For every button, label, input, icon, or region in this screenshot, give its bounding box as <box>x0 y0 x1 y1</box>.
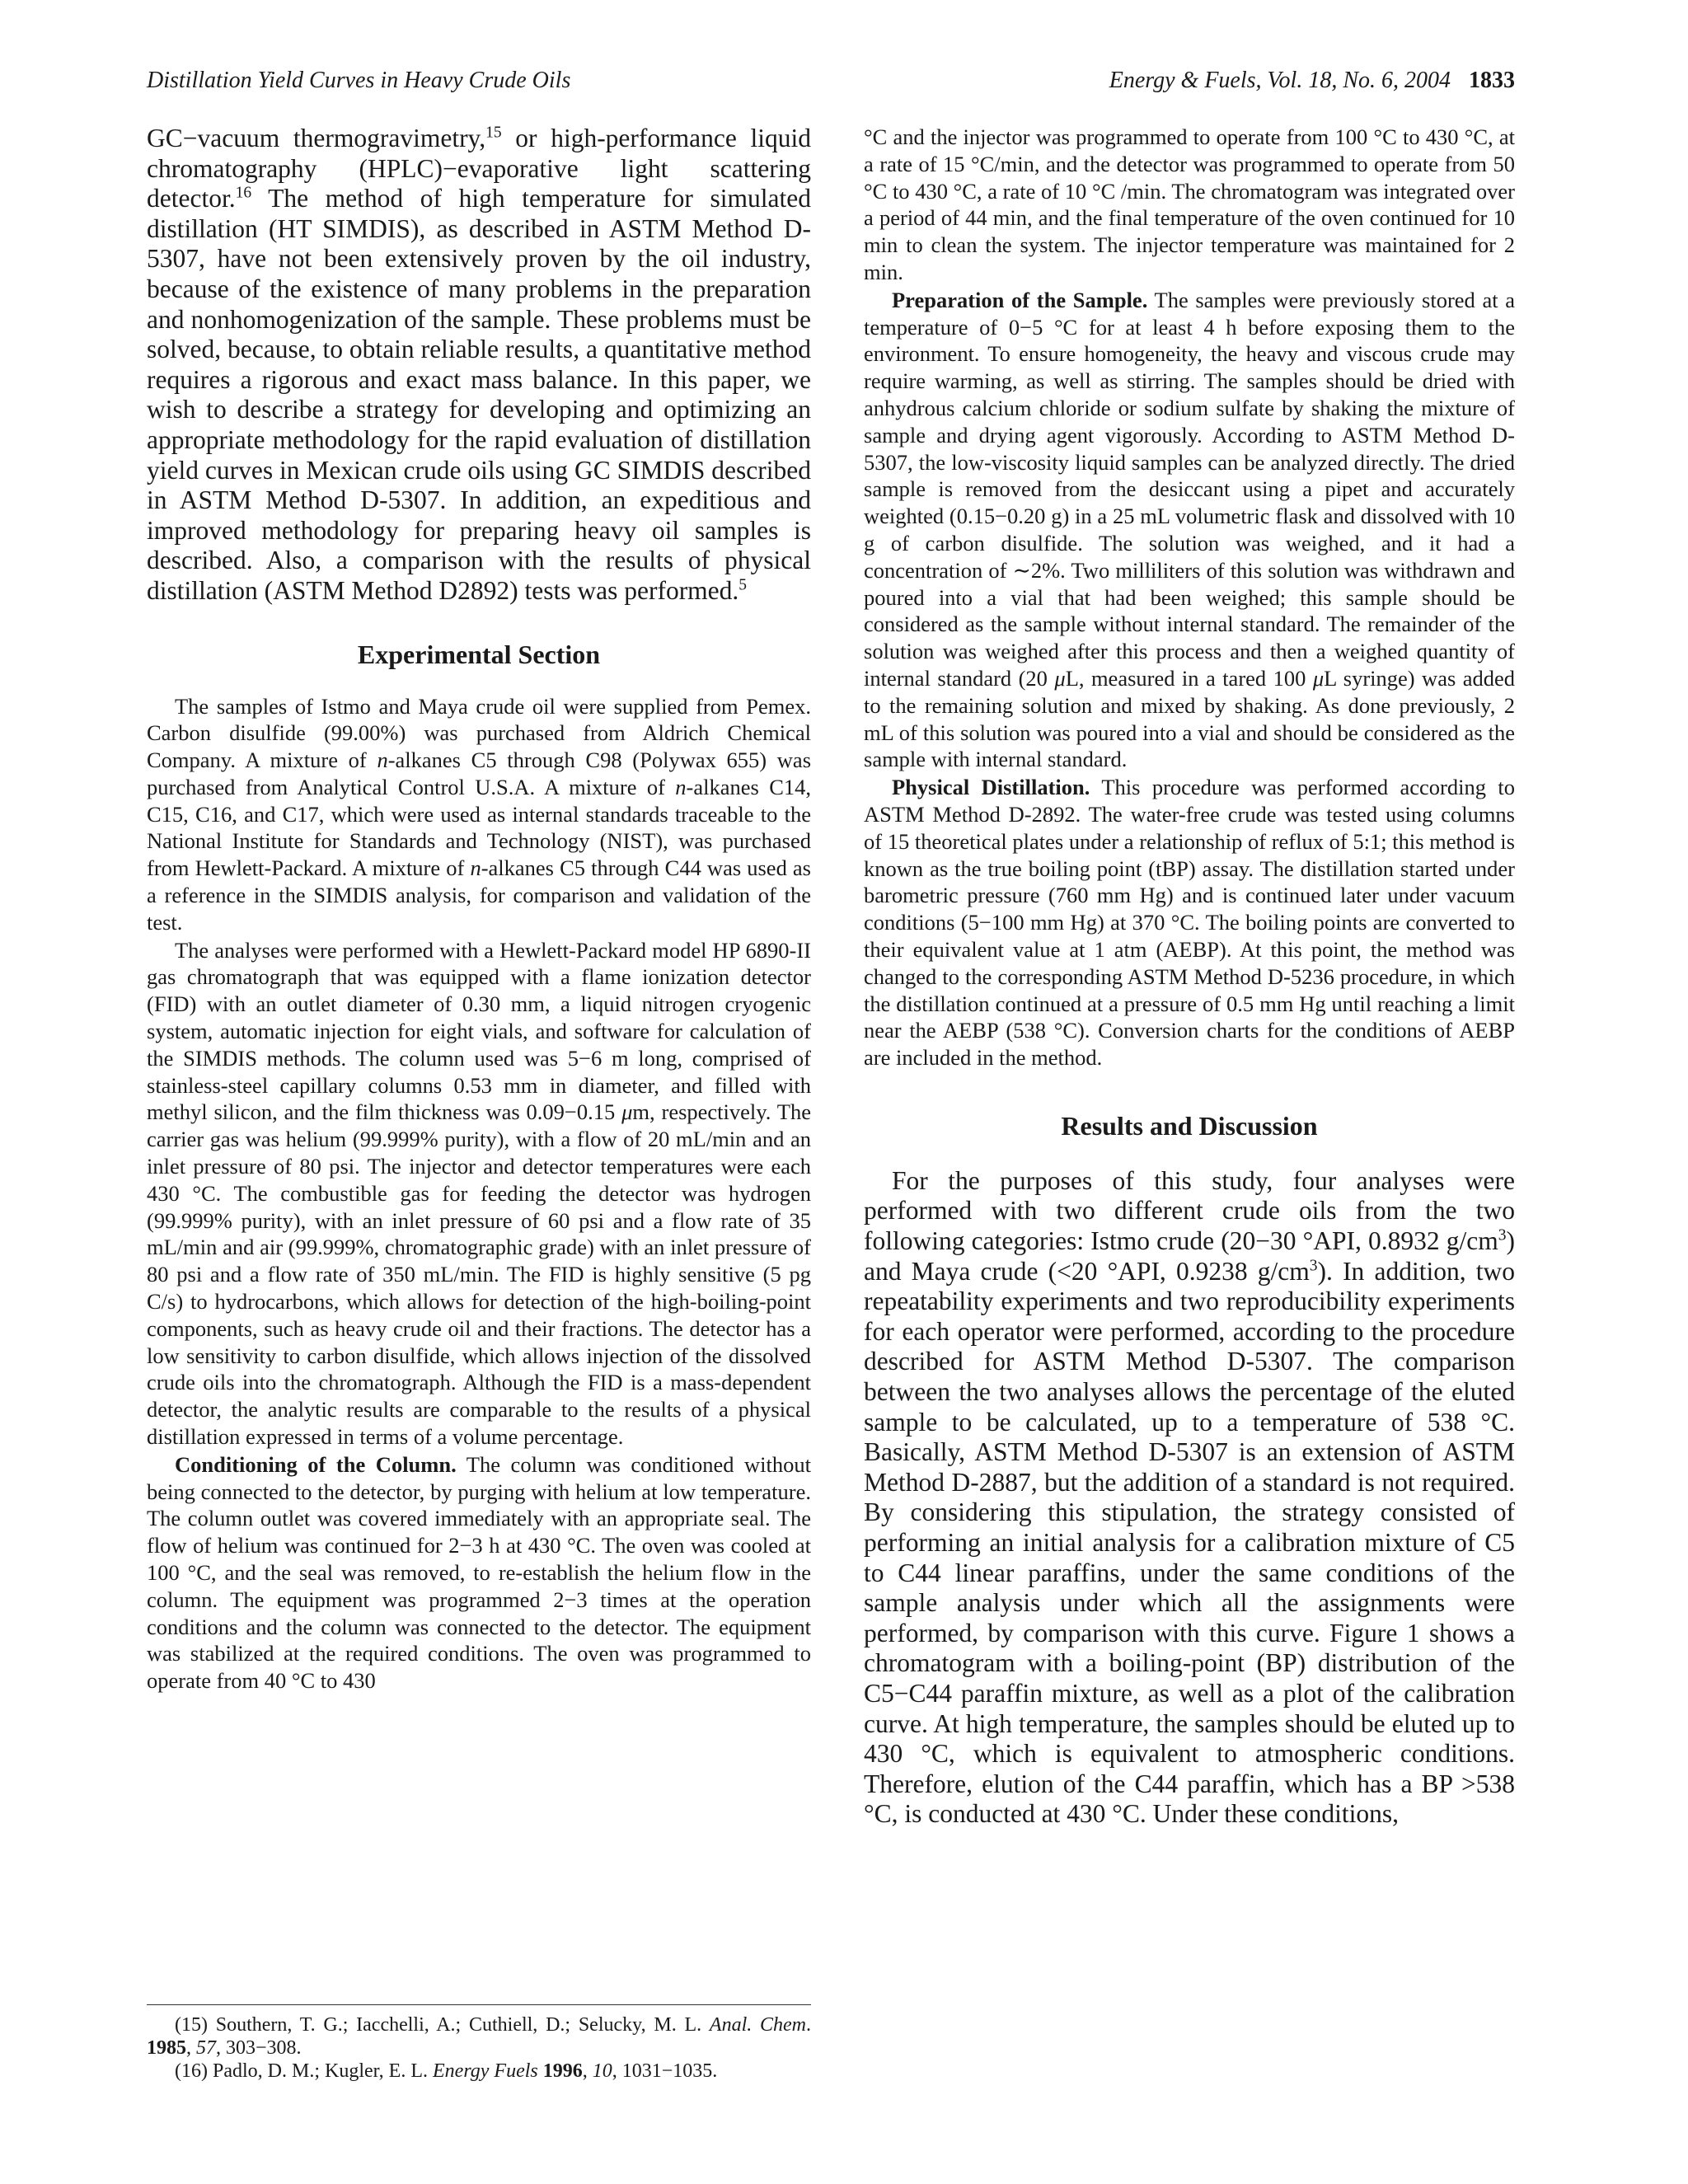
fn16-volume: 10 <box>592 2060 612 2082</box>
italic-n: n <box>675 774 687 799</box>
physical-distillation-paragraph <box>864 774 1515 1071</box>
conditioning-paragraph <box>147 1451 811 1694</box>
running-title: Distillation Yield Curves in Heavy Crude Oils <box>147 68 571 93</box>
fn15-year: 1985 <box>147 2037 186 2059</box>
fn15-journal: Anal. Chem <box>709 2014 806 2036</box>
samples-text-d: -alkanes C5 through C44 was used as a reference in the SIMDIS analysis, for comparison and validation of the test. <box>147 855 811 935</box>
preparation-heading: Preparation of the Sample. <box>892 287 1148 312</box>
running-header <box>147 68 1515 104</box>
fn16-journal: Energy Fuels <box>433 2060 538 2082</box>
fn15-sep: . <box>806 2014 811 2036</box>
footnote-15 <box>147 2013 811 2060</box>
superscript-3: 3 <box>1309 1257 1318 1275</box>
fn16-pages: , 1031−1035. <box>612 2060 718 2082</box>
journal-citation <box>1109 68 1515 94</box>
fn15-authors: (15) Southern, T. G.; Iacchelli, A.; Cuthiell, D.; Selucky, M. L. <box>175 2014 710 2036</box>
fn15-volume: 57 <box>196 2037 216 2059</box>
results-text-a: For the purposes of this study, four analyses were performed with two different crude oils from the two following categories: Istmo crude (20−30 °API, 0.8932 g/cm <box>864 1165 1515 1256</box>
footnote-16 <box>147 2060 811 2083</box>
physical-distillation-heading: Physical Distillation. <box>892 775 1090 800</box>
fn16-authors: (16) Padlo, D. M.; Kugler, E. L. <box>175 2060 433 2082</box>
fn16-sep2: , <box>582 2060 593 2082</box>
italic-mu: μ <box>1312 665 1325 691</box>
analyses-text-a: The analyses were performed with a Hewlett-Packard model HP 6890-II gas chromatograph that was equipped with a flame ionization detector (FID) with an outlet diameter of 0.30 mm, a liquid nitrogen cryogenic system, automatic injection for eight vials, and software for calculation of the SIMDIS methods. The column used was 5−6 m long, comprised of stainless-steel capillary columns 0.53 mm in diameter, and filled with methyl silicon, and the film thickness was 0.09−0.15 <box>147 937 811 1125</box>
page-number: 1833 <box>1469 68 1515 93</box>
analyses-paragraph <box>147 937 811 1451</box>
left-column <box>147 124 811 1694</box>
preparation-text-c: L syringe) was added to the remaining solution and mixed by shaking. As done previously, 2 mL of this solution was poured into a vial and should be considered as the sample with internal standard. <box>864 665 1515 772</box>
results-paragraph <box>864 1166 1515 1830</box>
conditioning-heading: Conditioning of the Column. <box>175 1451 457 1477</box>
section-heading-experimental: Experimental Section <box>357 639 601 669</box>
results-text-c: ). In addition, two repeatability experiments and two reproducibility experiments for each operator were performed, according to the procedure described for ASTM Method D-5307. The comparison between the two analyses allows the percentage of the eluted sample to be calculated, up to a temperature of 538 °C. Basically, ASTM Method D-5307 is an extension of ASTM Method D-2887, but the addition of a standard is not required. By considering this stipulation, the strategy consisted of performing an initial analysis for a calibration mixture of C5 to C44 linear paraffins, under the same conditions of the sample analysis under which all the assignments were performed, by comparison with this curve. Figure 1 shows a chromatogram with a boiling-point (BP) distribution of the C5−C44 paraffin mixture, as well as a plot of the calibration curve. At high temperature, the samples should be eluted up to 430 °C, which is equivalent to atmospheric conditions. Therefore, elution of the C44 paraffin, which has a BP >538 °C, is conducted at 430 °C. Under these conditions, <box>864 1256 1516 1829</box>
journal-info: Energy & Fuels, Vol. 18, No. 6, 2004 <box>1109 68 1451 93</box>
physical-distillation-text: This procedure was performed according to ASTM Method D-2892. The water-free crude was tested using columns of 15 theoretical plates under a relationship of reflux of 5:1; this method is known as the true boiling point (tBP) assay. The distillation started under barometric pressure (760 mm Hg) and is continued later under vacuum conditions (5−100 mm Hg) at 370 °C. The boiling points are converted to their equivalent value at 1 atm (AEBP). At this point, the method was changed to the corresponding ASTM Method D-5236 procedure, in which the distillation continued at a pressure of 0.5 mm Hg until reaching a limit near the AEBP (538 °C). Conversion charts for the conditions of AEBP are included in the method. <box>864 775 1515 1071</box>
fn15-sep2: , <box>186 2037 196 2059</box>
intro-paragraph <box>147 124 811 607</box>
fn15-pages: , 303−308. <box>216 2037 302 2059</box>
continuation-paragraph: °C and the injector was programmed to operate from 100 °C to 430 °C, at a rate of 15 °C/min, and the detector was programmed to operate from 50 °C to 430 °C, a rate of 10 °C /min. The chromatogram was integrated over a period of 44 min, and the final temperature of the oven continued for 10 min to clean the system. The injector temperature was maintained for 2 min. <box>864 124 1515 284</box>
samples-paragraph <box>147 693 811 936</box>
samples-text-a: The samples of Istmo and Maya crude oil were supplied from Pemex. Carbon disulfide (99.00%) was purchased from Aldrich Chemical Company. A mixture of <box>147 693 811 773</box>
analyses-text-b: m, respectively. The carrier gas was helium (99.999% purity), with a flow of 20 mL/min and an inlet pressure of 80 psi. The injector and detector temperatures were each 430 °C. The combustible gas for feeding the detector was hydrogen (99.999% purity), with an inlet pressure of 60 psi and a flow rate of 35 mL/min and air (99.999%, chromatographic grade) with an inlet pressure of 80 psi and a flow rate of 350 mL/min. The FID is highly sensitive (5 pg C/s) to hydrocarbons, which allows for detection of the high-boiling-point components, such as heavy crude oil and their fractions. The detector has a low sensitivity to carbon disulfide, which allows injection of the dissolved crude oils into the chromatograph. Although the FID is a mass-dependent detector, the analytic results are comparable to the results of a physical distillation expressed in terms of a volume percentage. <box>147 1099 812 1450</box>
samples-text-b: -alkanes C5 through C98 (Polywax 655) was purchased from Analytical Control U.S.A. A mixture of <box>147 748 812 799</box>
ref-16: 16 <box>235 184 252 202</box>
italic-n: n <box>470 855 481 881</box>
intro-text-b: or high-performance liquid chromatography (HPLC)−evaporative light scattering detector. <box>147 124 811 213</box>
section-heading-results: Results and Discussion <box>1061 1110 1318 1141</box>
intro-text-c: The method of high temperature for simulated distillation (HT SIMDIS), as described in ASTM Method D-5307, have not been extensively proven by the oil industry, because of the existence of many problems in the preparation and nonhomogenization of the sample. These problems must be solved, because, to obtain reliable results, a quantitative method requires a rigorous and exact mass balance. In this paper, we wish to describe a strategy for developing and optimizing an appropriate methodology for the rapid evaluation of distillation yield curves in Mexican crude oils using GC SIMDIS described in ASTM Method D-5307. In addition, an expeditious and improved methodology for preparing heavy oil samples is described. Also, a comparison with the results of physical distillation (ASTM Method D2892) tests was performed. <box>147 184 811 605</box>
preparation-text-b: L, measured in a tared 100 <box>1065 665 1313 691</box>
conditioning-text: The column was conditioned without being connected to the detector, by purging with helium at low temperature. The column outlet was covered immediately with an appropriate seal. The flow of helium was continued for 2−3 h at 430 °C. The oven was cooled at 100 °C, and the seal was removed, to re-establish the helium flow in the column. The equipment was programmed 2−3 times at the operation conditions and the column was connected to the detector. The equipment was stabilized at the required conditions. The oven was programmed to operate from 40 °C to 430 <box>147 1451 811 1694</box>
superscript-3: 3 <box>1498 1226 1507 1244</box>
fn16-year: 1996 <box>542 2060 583 2082</box>
footnotes <box>147 2004 811 2083</box>
preparation-text-a: The samples were previously stored at a temperature of 0−5 °C for at least 4 h before exposing them to the environment. To ensure homogeneity, the heavy and viscous crude may require warming, as well as stirring. The samples should be dried with anhydrous calcium chloride or sodium sulfate by shaking the mixture of sample and drying agent vigorously. According to ASTM Method D-5307, the low-viscosity liquid samples can be analyzed directly. The dried sample is removed from the desiccant using a pipet and accurately weighted (0.15−0.20 g) in a 25 mL volumetric flask and dissolved with 10 g of carbon disulfide. The solution was weighed, and it had a concentration of ∼2%. Two milliliters of this solution was withdrawn and poured into a vial that had been weighed; this sample should be considered as the sample without internal standard. The remainder of the solution was weighed after this process and then a weighed quantity of internal standard (20 <box>864 287 1516 691</box>
preparation-paragraph <box>864 287 1515 773</box>
italic-mu: μ <box>1054 665 1066 691</box>
right-column <box>864 124 1515 1830</box>
ref-15: 15 <box>485 124 502 142</box>
italic-n: n <box>377 748 388 773</box>
ref-5: 5 <box>738 576 748 594</box>
samples-text-c: -alkanes C14, C15, C16, and C17, which were used as internal standards traceable to the National Institute for Standards and Technology (NIST), was purchased from Hewlett-Packard. A mixture of <box>147 774 811 881</box>
italic-mu: μ <box>621 1099 633 1125</box>
intro-text-a: GC−vacuum thermogravimetry, <box>147 124 486 152</box>
results-text-b: ) and Maya crude (<20 °API, 0.9238 g/cm <box>864 1226 1515 1286</box>
